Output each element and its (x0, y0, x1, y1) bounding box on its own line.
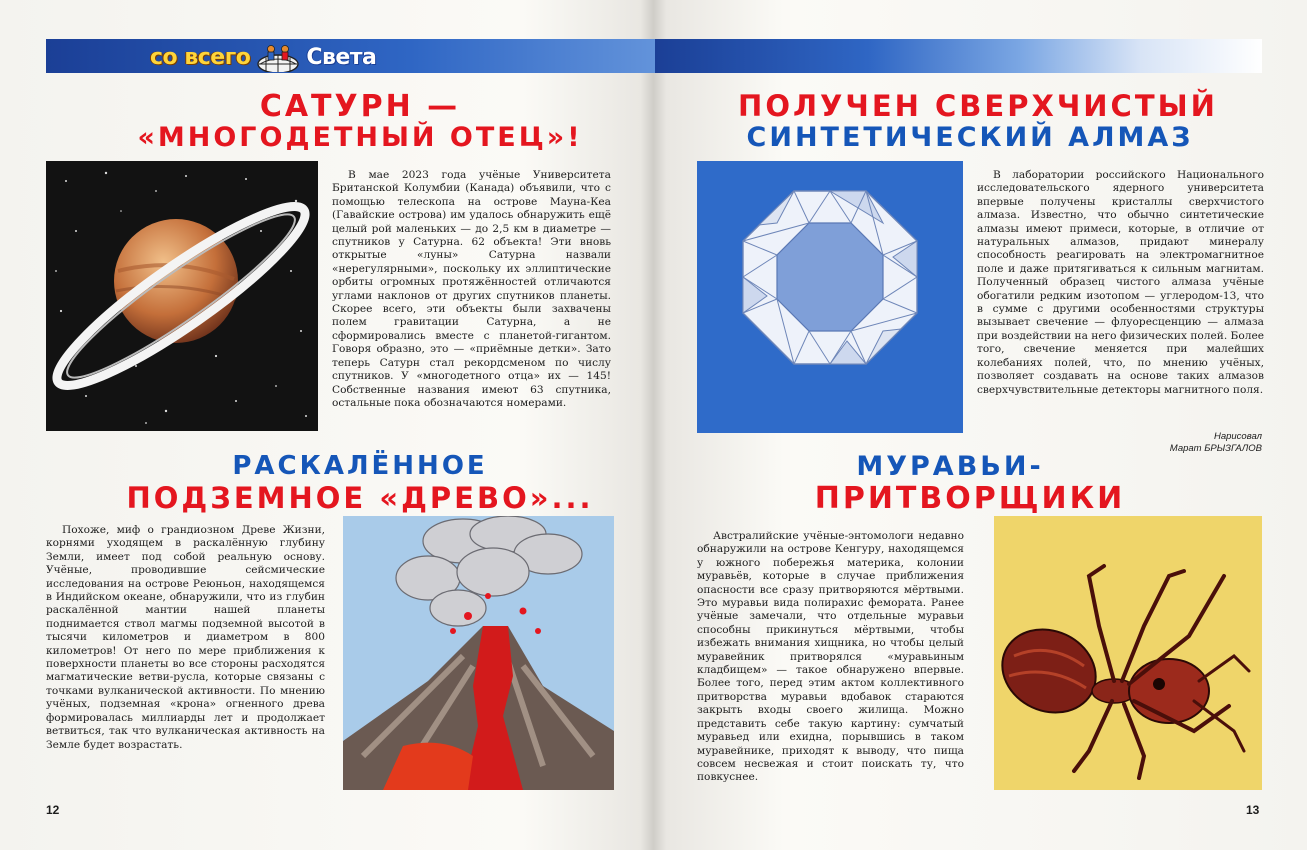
ants-title-line2: ПРИТВОРЩИКИ (814, 481, 1126, 516)
logo-word-1: со всего (150, 44, 251, 70)
saturn-article-text: В мае 2023 года учёные Университета Британской Колумбии (Канада) объявили, что с помощью телескопа на острове Мауна-Кеа (Гавайские острова) им удалось обнаружить ещё целый рой маленьких — до 2,5 км в диаметре — спутников у Сатурна. 62 объекта! Эти вновь открытые «луны» Сатурна назвали «нерегулярными», поскольку их эллиптические орбиты огромных протяжённостей отличаются углами наклонов от других спутников планеты. Скорее всего, эти объекты были захвачены полем гравитации Сатурна, а не сформировались вместе с планетой-гигантом. Говоря образно, это — «приёмные детки». Зато теперь Сатурн стал рекордсменом по числу спутников. У «многодетного отца» их — 145! Собственные названия имеют 63 спутника, остальные пока обозначаются номерами. (332, 169, 611, 409)
globe-figures-icon (256, 42, 300, 72)
diamond-title-line1: ПОЛУЧЕН СВЕРХЧИСТЫЙ (738, 89, 1218, 123)
ant-drawing (994, 516, 1262, 790)
diamond-title-line2: СИНТЕТИЧЕСКИЙ АЛМАЗ (746, 122, 1194, 153)
ants-article-text: Австралийские учёные-энтомологи недавно обнаружили на острове Кенгуру, находящемся у южного побережья материка, колонии муравьёв, которые в случае приближения опасности все сразу притворяются мёртвыми. Это муравьи вида полирахис фемората. Ранее учёные замечали, что отдельные муравьи способны прикинуться мёртвыми, чтобы избежать внимания хищника, но чтобы целый муравейник притворялся «муравьиным кладбищем» — такое обнаружено впервые. Более того, перед этим актом коллективного притворства муравьи вдобавок стараются закрыть входы своего жилища. Можно представить себе такую картину: сумчатый муравьед или ехидна, порывшись в таком муравейнике, приходят к выводу, что пища совсем несвежая и стоит поискать ту, что повкуснее. (697, 530, 964, 784)
page-number-left: 12 (46, 803, 60, 817)
header-band-right (655, 39, 1262, 73)
credit-line1: Нарисовал (1213, 431, 1262, 442)
section-logo (150, 42, 376, 72)
volcano-title-line2: ПОДЗЕМНОЕ «ДРЕВО»... (126, 481, 594, 515)
page-number-right: 13 (1246, 803, 1260, 817)
logo-word-2: Света (306, 44, 377, 70)
diamond-drawing (697, 161, 963, 433)
saturn-title-line1: САТУРН — (259, 89, 461, 124)
diamond-article-text: В лаборатории российского Национального исследовательского ядерного университета впервые получены кристаллы сверхчистого алмаза. Известно, что обычно синтетические алмазы имеют примеси, которые, в отличие от натуральных алмазов, придают минералу способность реагировать на электромагнитное поле и даже притягиваться к сильным магнитам. Полученный образец чистого алмаза учёные обогатили редким изотопом — углеродом-13, что в сумме с другими особенностями структуры вызывает свечение — флуоресценцию — алмаза при воздействии на него физических полей. Более того, свечение меняется при малейших колебаниях полей, что, по мнению учёных, позволяет создавать на основе таких алмазов сверхчувствительные детекторы магнитного поля. (977, 169, 1264, 396)
illustrator-credit (1100, 431, 1262, 455)
credit-line2: Марат БРЫЗГАЛОВ (1169, 443, 1262, 454)
volcano-article-text: Похоже, миф о грандиозном Древе Жизни, корнями уходящем в раскалённую глубину Земли, имеет под собой реальную основу. Учёные, проводившие сейсмические исследования на острове Реюньон, находящемся в Индийском океане, обнаружили, что из глубин раскалённой мантии нашей планеты поднимается ствол магмы подземной высотой в тысячи километров и диаметром в 800 километров! От него по мере приближения к поверхности планеты во все стороны расходятся магматические ветви-русла, которые связаны с точками вулканической активности. По мнению учёных, подземная «крона» огненного древа формировалась миллиарды лет и продолжает ветвиться, так что вулканическая активность на Земле будет возрастать. (46, 524, 325, 751)
diamond-illustration (697, 161, 963, 433)
saturn-illustration (46, 161, 318, 431)
saturn-drawing (46, 161, 318, 431)
saturn-title-line2: «МНОГОДЕТНЫЙ ОТЕЦ»! (137, 122, 583, 153)
volcano-drawing (343, 516, 614, 790)
ant-illustration (994, 516, 1262, 790)
ants-title-line1: МУРАВЬИ- (856, 451, 1044, 482)
volcano-illustration (343, 516, 614, 790)
volcano-title-line1: РАСКАЛЁННОЕ (232, 451, 488, 481)
